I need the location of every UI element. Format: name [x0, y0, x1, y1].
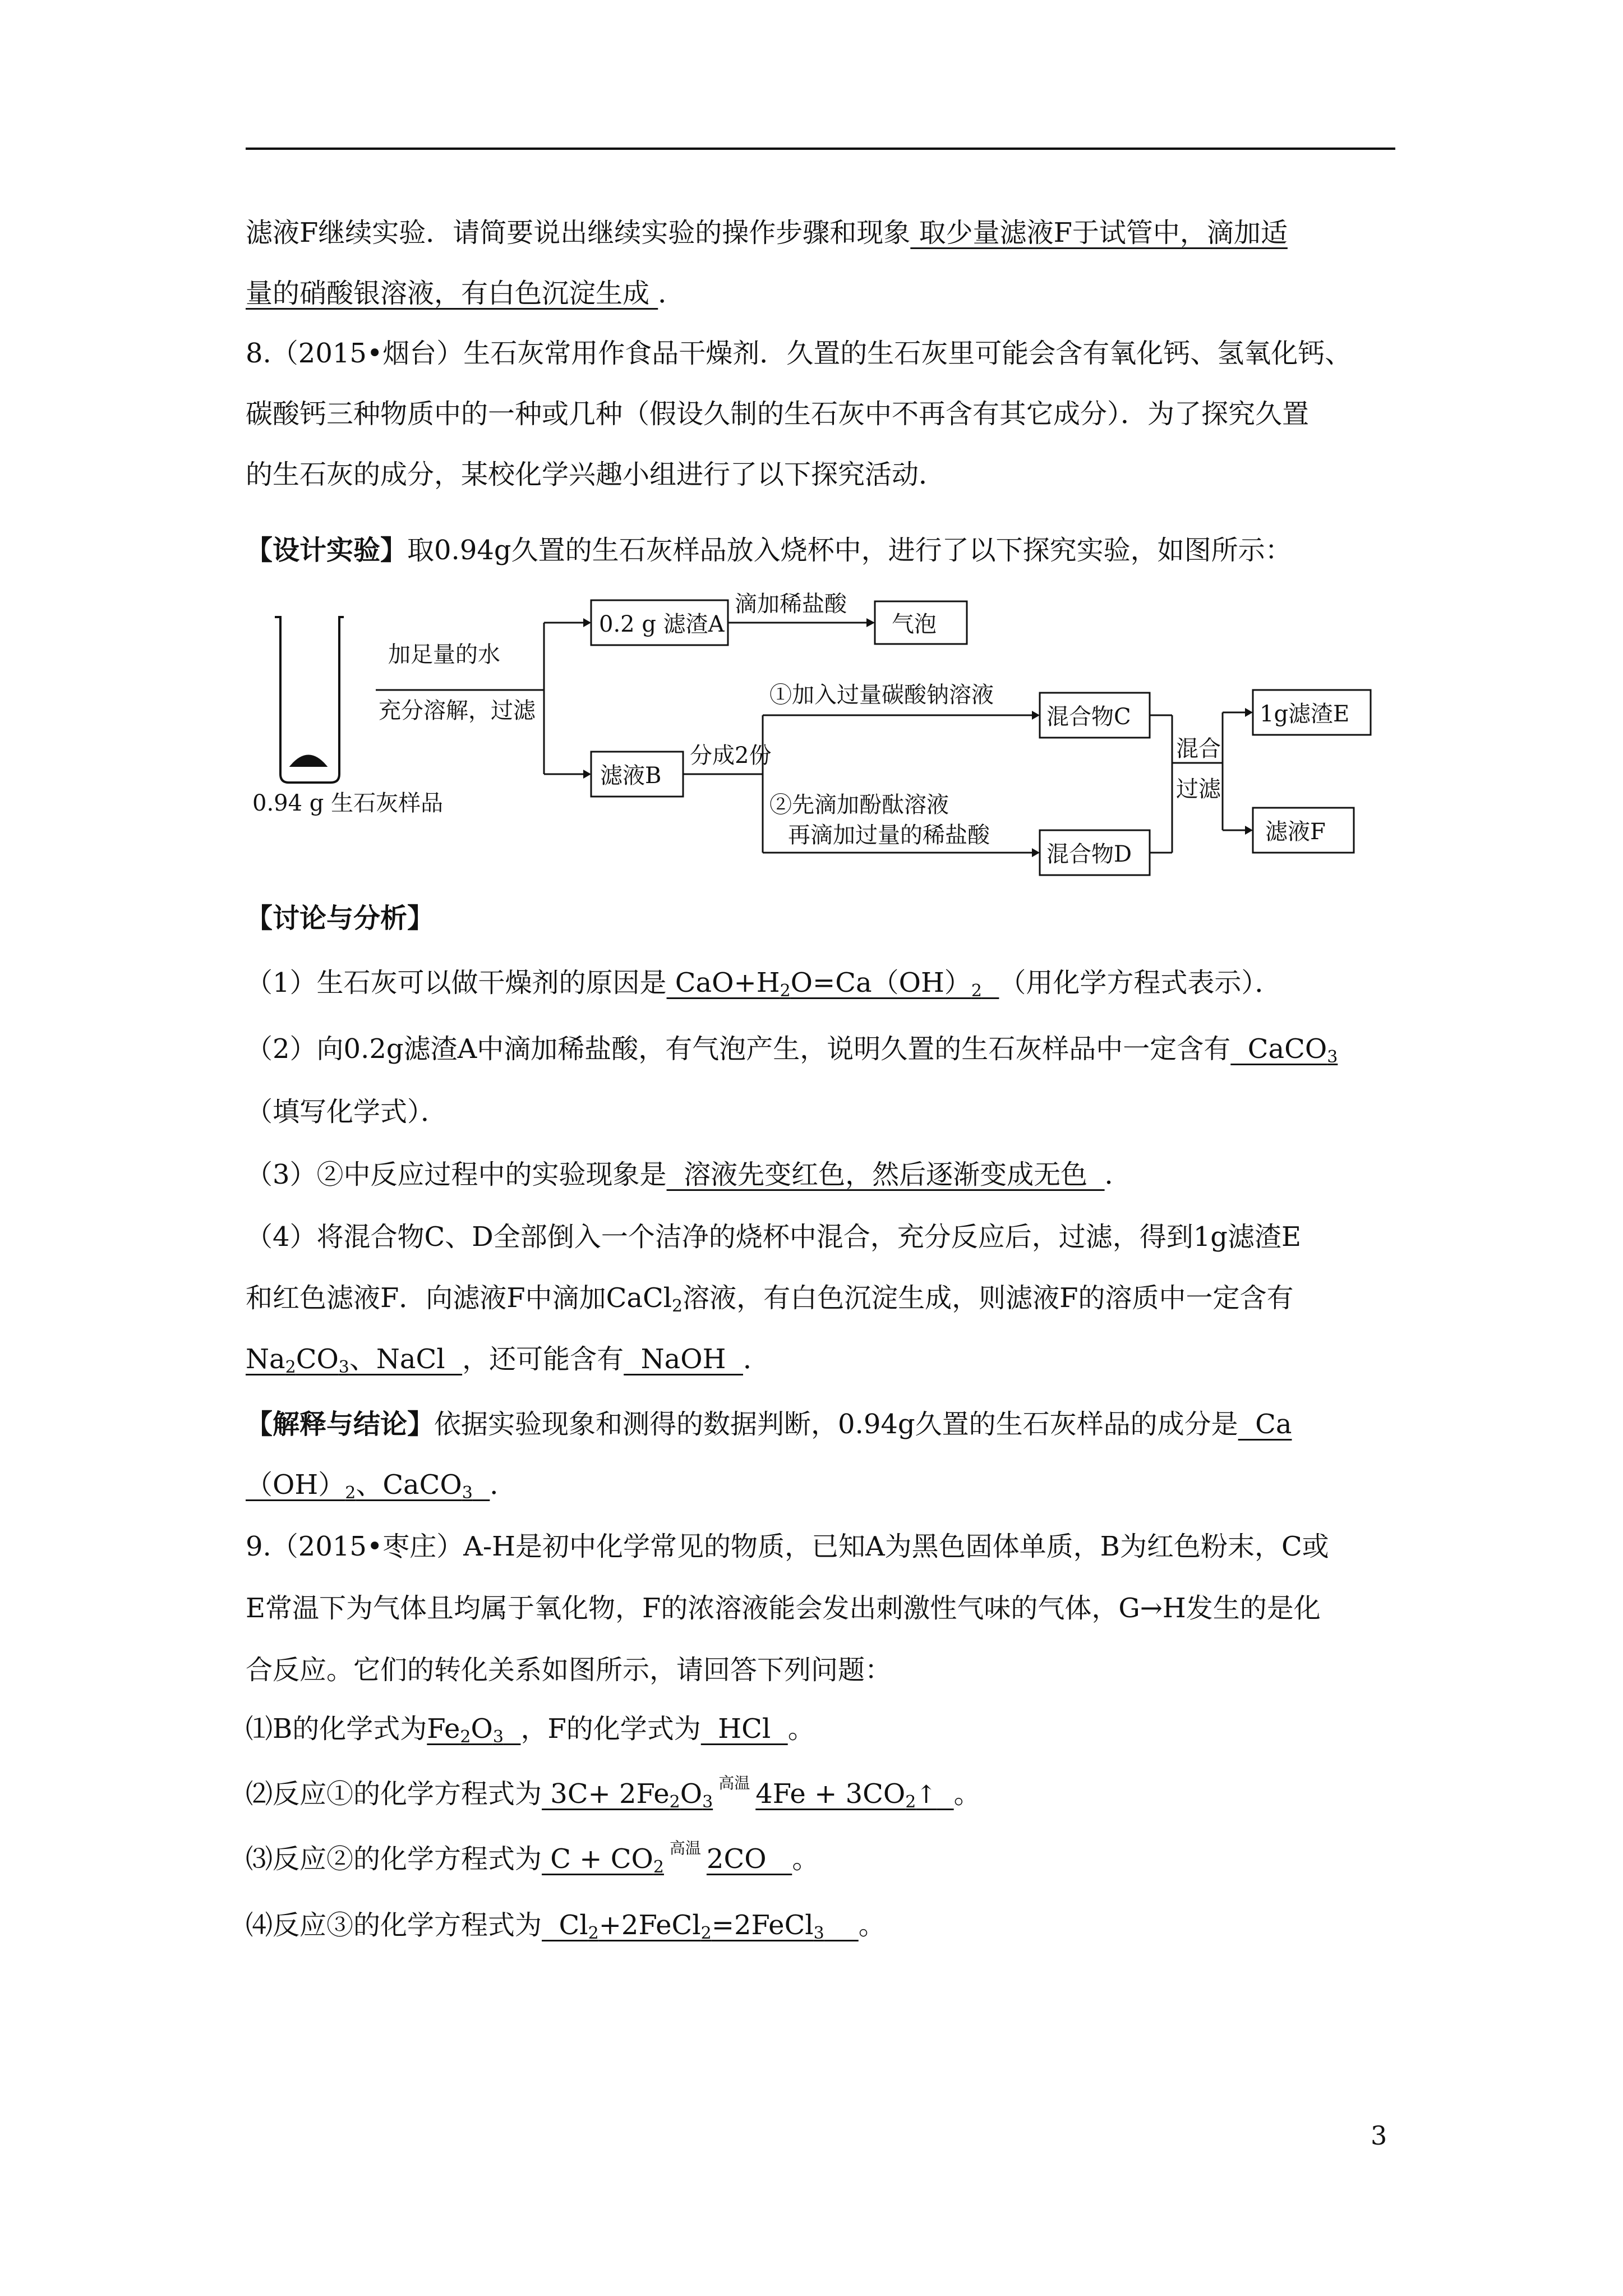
text: ⑷反应③的化学方程式为	[246, 1910, 542, 1941]
text: ．	[490, 1469, 517, 1501]
answer-part	[824, 1910, 859, 1941]
answer-part: +2FeCl	[598, 1910, 701, 1941]
q8-line-2: 碳酸钙三种物质中的一种或几种（假设久制的生石灰中不再含有其它成分）．为了探究久置	[246, 398, 1310, 430]
answer: 取少量滤液F于试管中，滴加适	[910, 217, 1288, 249]
subscript: 3	[492, 1727, 504, 1747]
answer: Ca	[1238, 1409, 1292, 1440]
text: （2）向0.2g滤渣A中滴加稀盐酸，有气泡产生，说明久置的生石灰样品中一定含有	[246, 1033, 1231, 1065]
bubbles-label: 气泡	[892, 611, 937, 637]
split-label: 分成2份	[690, 743, 772, 769]
beaker-icon	[275, 617, 344, 783]
q8-part-1	[246, 965, 1281, 1001]
text: ．	[743, 1343, 770, 1375]
answer	[427, 1713, 520, 1745]
q9-line-1: 9.（2015•枣庄）A-H是初中化学常见的物质，已知A为黑色固体单质，B为红色粉末，C或	[246, 1531, 1329, 1562]
branch2-label-2: 再滴加过量的稀盐酸	[788, 822, 990, 848]
reaction-condition: 高温	[669, 1839, 701, 1857]
q9-line-3: 合反应。它们的转化关系如图所示，请回答下列问题：	[246, 1654, 892, 1686]
subscript: 2	[285, 1358, 296, 1377]
arrowhead-icon	[1032, 711, 1040, 720]
text: （3）②中反应过程中的实验现象是	[246, 1159, 667, 1190]
carryover-line-2	[246, 275, 685, 311]
residue-a-label: 0.2 g 滤渣A	[599, 611, 725, 637]
q8-line-3: 的生石灰的成分，某校化学兴趣小组进行了以下探究活动．	[246, 459, 946, 490]
arrowhead-icon	[1032, 848, 1040, 857]
text: 。	[792, 1843, 819, 1875]
text: ．	[1104, 1159, 1132, 1190]
subscript: 2	[971, 981, 982, 1001]
answer	[246, 1469, 490, 1501]
experiment-flow-diagram	[241, 578, 1391, 881]
answer: 溶液先变红色，然后逐渐变成无色	[666, 1159, 1105, 1190]
answer: NaOH	[624, 1343, 743, 1375]
add-hcl-label: 滴加稀盐酸	[735, 591, 847, 617]
reaction-condition: 高温	[718, 1774, 750, 1792]
conclusion-line-2	[246, 1467, 517, 1503]
arrowhead-icon	[1245, 708, 1253, 717]
answer-part: 、NaCl	[349, 1343, 463, 1375]
answer-part: 2CO	[706, 1843, 792, 1875]
header-rule	[246, 148, 1395, 150]
subscript: 2	[669, 1792, 680, 1812]
branch2-label-1: ②先滴加酚酞溶液	[769, 792, 949, 818]
text: 和红色滤液F．向滤液F中滴加CaCl	[246, 1282, 672, 1314]
text: ⑶反应②的化学方程式为	[246, 1843, 542, 1875]
step1-label-bottom: 充分溶解，过滤	[379, 698, 536, 724]
subscript: 2	[588, 1924, 599, 1943]
answer-part: CaCO	[1230, 1033, 1327, 1065]
design-line	[246, 532, 1292, 568]
q8-line-1: 8.（2015•烟台）生石灰常用作食品干燥剂．久置的生石灰里可能会含有氧化钙、氢氧化钙、	[246, 338, 1352, 369]
subscript: 2	[460, 1727, 471, 1747]
text: 溶液，有白色沉淀生成，则滤液F的溶质中一定含有	[683, 1282, 1294, 1314]
subscript: 2	[905, 1792, 916, 1812]
carryover-line-1	[246, 215, 1288, 251]
q8-part-3	[246, 1157, 1132, 1193]
text: ，F的化学式为	[520, 1713, 701, 1745]
q9-sub-2	[246, 1776, 981, 1816]
step1-label-top: 加足量的水	[388, 642, 500, 668]
answer	[1230, 1033, 1338, 1065]
q9-sub-4	[246, 1907, 886, 1943]
text: ⑴B的化学式为	[246, 1713, 427, 1745]
subscript: 3	[462, 1483, 473, 1503]
section-heading: 【设计实验】	[246, 535, 408, 566]
answer-part	[504, 1713, 521, 1745]
subscript: 3	[338, 1358, 349, 1377]
text: 。	[858, 1910, 886, 1941]
arrowhead-icon	[866, 618, 875, 627]
section-heading: 【解释与结论】	[246, 1409, 435, 1440]
text: （1）生石灰可以做干燥剂的原因是	[246, 967, 667, 999]
text: 。	[787, 1713, 815, 1745]
subscript: 2	[780, 981, 791, 1001]
answer-part	[937, 1778, 954, 1810]
subscript: 3	[1327, 1047, 1338, 1067]
section-heading: 【讨论与分析】	[246, 903, 435, 934]
answer-part: （OH）	[246, 1469, 345, 1501]
text: 。	[953, 1778, 981, 1810]
mix-c-label: 混合物C	[1046, 704, 1131, 730]
answer-part: 、CaCO	[356, 1469, 462, 1501]
q8-part-2-line-2: （填写化学式）．	[246, 1096, 448, 1128]
answer-part: Na	[246, 1343, 285, 1375]
answer-part	[473, 1469, 490, 1501]
text: 取0.94g久置的生石灰样品放入烧杯中，进行了以下探究实验，如图所示：	[407, 535, 1292, 566]
gas-arrow-icon: ↑	[916, 1780, 937, 1809]
answer-part	[982, 967, 999, 999]
answer-part: 3C+ 2Fe	[542, 1778, 670, 1810]
answer-part: =2FeCl	[711, 1910, 814, 1941]
sample-label: 0.94 g 生石灰样品	[252, 790, 444, 816]
q9-line-2: E常温下为气体且均属于氧化物，F的浓溶液能会发出刺激性气味的气体，G→H发生的是化	[246, 1593, 1321, 1624]
mix-filter-label-1: 混合	[1176, 736, 1221, 762]
text: （用化学方程式表示）．	[999, 967, 1282, 999]
q8-part-4-line-1: （4）将混合物C、D全部倒入一个洁净的烧杯中混合，充分反应后，过滤，得到1g滤渣E	[246, 1221, 1302, 1253]
answer-part: CaO+H	[666, 967, 780, 999]
answer	[542, 1774, 954, 1812]
q8-part-4-line-2	[246, 1280, 1293, 1316]
answer-part: O	[680, 1778, 703, 1810]
text: 滤液F继续实验．请简要说出继续实验的操作步骤和现象	[246, 217, 911, 249]
conclusion-line-1	[246, 1406, 1292, 1442]
subscript: 3	[702, 1792, 713, 1812]
q9-sub-1	[246, 1711, 815, 1747]
mix-filter-label-2: 过滤	[1176, 776, 1221, 802]
text: ⑵反应①的化学方程式为	[246, 1778, 542, 1810]
arrowhead-icon	[583, 770, 591, 779]
branch1-label: ①加入过量碳酸钠溶液	[769, 682, 994, 708]
filtrate-f-label: 滤液F	[1265, 819, 1326, 845]
text: ，还可能含有	[462, 1343, 624, 1375]
answer: HCl	[700, 1713, 788, 1745]
residue-e-label: 1g滤渣E	[1260, 701, 1350, 727]
arrowhead-icon	[1245, 826, 1253, 835]
answer-part: CO	[296, 1343, 339, 1375]
page-number: 3	[1371, 2120, 1387, 2151]
answer: 量的硝酸银溶液，有白色沉淀生成	[246, 278, 658, 309]
answer-part: O=Ca（OH）	[790, 967, 971, 999]
answer	[542, 1839, 792, 1877]
subscript: 2	[672, 1296, 683, 1316]
answer	[246, 1343, 462, 1375]
q9-sub-3	[246, 1841, 819, 1881]
answer-part: Cl	[542, 1910, 588, 1941]
text: ．	[658, 278, 685, 309]
subscript: 2	[345, 1483, 356, 1503]
subscript: 2	[700, 1924, 712, 1943]
subscript: 3	[813, 1924, 824, 1943]
answer-part: O	[471, 1713, 493, 1745]
arrowhead-icon	[583, 618, 591, 627]
answer-part: C + CO	[542, 1843, 653, 1875]
subscript: 2	[653, 1857, 664, 1877]
answer	[542, 1910, 859, 1941]
answer-part: Fe	[427, 1713, 460, 1745]
text: 依据实验现象和测得的数据判断，0.94g久置的生石灰样品的成分是	[434, 1409, 1238, 1440]
mix-d-label: 混合物D	[1046, 841, 1132, 867]
answer-part: 4Fe + 3CO	[755, 1778, 906, 1810]
filtrate-b-label: 滤液B	[600, 763, 662, 789]
q8-part-4-line-3	[246, 1341, 770, 1377]
answer	[667, 967, 999, 999]
q8-part-2	[246, 1031, 1338, 1067]
discuss-heading	[246, 900, 434, 936]
